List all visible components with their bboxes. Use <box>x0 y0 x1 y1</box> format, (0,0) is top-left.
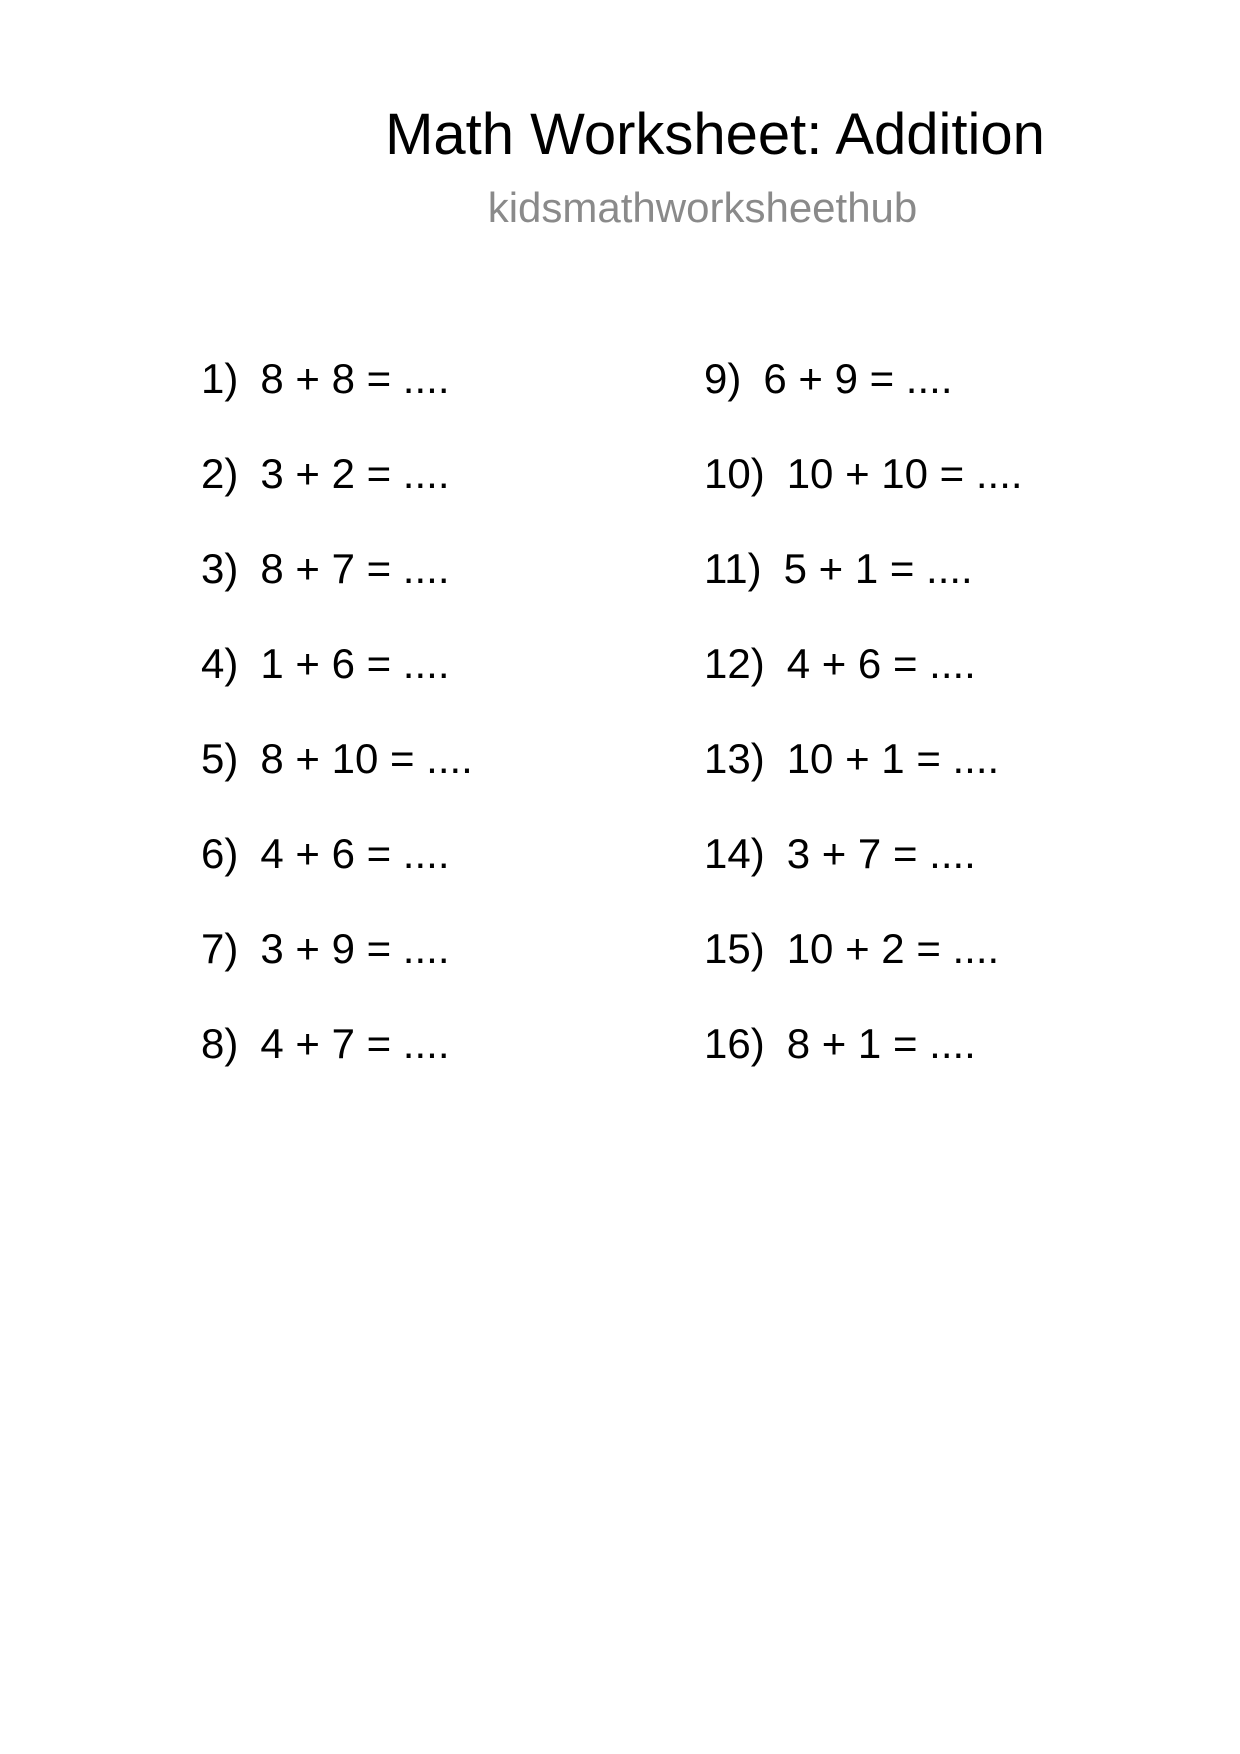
problem-item <box>201 729 473 824</box>
problem-item <box>201 539 473 634</box>
problem-number: 16) <box>704 1020 765 1067</box>
problem-expression: 10 + 2 = .... <box>786 925 1000 972</box>
problem-item <box>201 1014 473 1109</box>
problem-item <box>704 634 1023 729</box>
problem-expression: 4 + 6 = .... <box>260 830 450 877</box>
problems-left-column <box>201 349 473 1109</box>
problem-item <box>704 729 1023 824</box>
problem-item <box>704 919 1023 1014</box>
problem-expression: 4 + 7 = .... <box>260 1020 450 1067</box>
problem-number: 9) <box>704 355 742 402</box>
problem-number: 10) <box>704 450 765 497</box>
problem-expression: 6 + 9 = .... <box>763 355 953 402</box>
problem-item <box>704 824 1023 919</box>
problem-item <box>201 349 473 444</box>
problem-number: 7) <box>201 925 239 972</box>
problem-expression: 5 + 1 = .... <box>783 545 973 592</box>
problem-number: 2) <box>201 450 239 497</box>
problem-number: 14) <box>704 830 765 877</box>
worksheet-title: Math Worksheet: Addition <box>385 102 1045 167</box>
problem-number: 15) <box>704 925 765 972</box>
problem-expression: 3 + 7 = .... <box>786 830 976 877</box>
problem-item <box>704 1014 1023 1109</box>
problem-number: 4) <box>201 640 239 687</box>
problem-item <box>704 444 1023 539</box>
problem-expression: 8 + 8 = .... <box>260 355 450 402</box>
problem-item <box>704 349 1023 444</box>
problem-expression: 8 + 10 = .... <box>260 735 473 782</box>
worksheet-subtitle: kidsmathworksheethub <box>487 184 918 231</box>
problems-right-column <box>704 349 1023 1109</box>
problem-expression: 10 + 1 = .... <box>786 735 1000 782</box>
problem-item <box>201 634 473 729</box>
problem-item <box>704 539 1023 634</box>
problem-number: 12) <box>704 640 765 687</box>
problem-number: 5) <box>201 735 239 782</box>
problem-item <box>201 919 473 1014</box>
problem-number: 13) <box>704 735 765 782</box>
problem-expression: 8 + 7 = .... <box>260 545 450 592</box>
problem-expression: 3 + 2 = .... <box>260 450 450 497</box>
problem-number: 1) <box>201 355 239 402</box>
problem-expression: 3 + 9 = .... <box>260 925 450 972</box>
problem-item <box>201 824 473 919</box>
problem-number: 3) <box>201 545 239 592</box>
problem-number: 6) <box>201 830 239 877</box>
problem-expression: 8 + 1 = .... <box>786 1020 976 1067</box>
problem-expression: 4 + 6 = .... <box>786 640 976 687</box>
problem-number: 8) <box>201 1020 239 1067</box>
problem-number: 11) <box>704 545 762 592</box>
problem-item <box>201 444 473 539</box>
problem-expression: 1 + 6 = .... <box>260 640 450 687</box>
problem-expression: 10 + 10 = .... <box>786 450 1023 497</box>
